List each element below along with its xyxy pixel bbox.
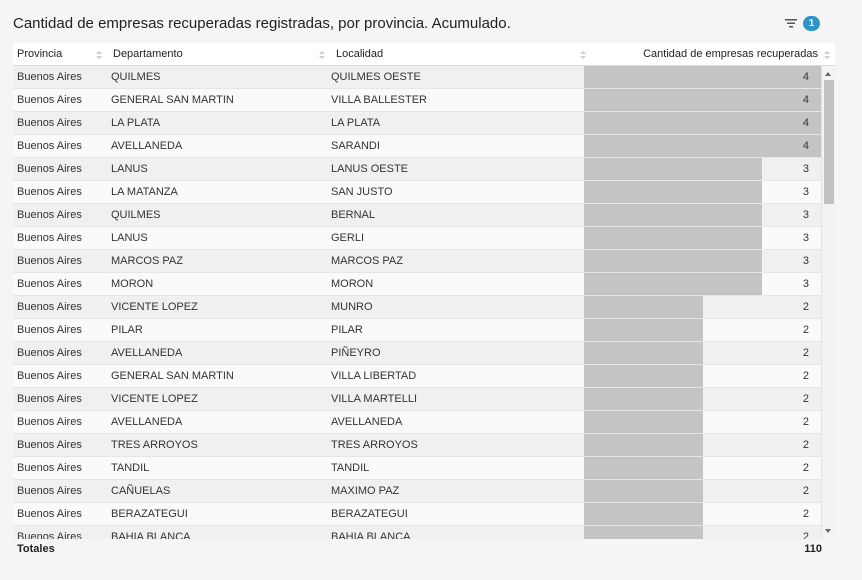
table-row[interactable]	[13, 227, 821, 250]
value-bar	[584, 388, 703, 410]
cell-departamento: TRES ARROYOS	[111, 439, 198, 451]
cell-localidad: GERLI	[331, 232, 365, 244]
cell-localidad: PIÑEYRO	[331, 347, 381, 359]
value-bar	[584, 135, 821, 157]
table-row[interactable]	[13, 503, 821, 526]
cell-cantidad: 2	[802, 347, 809, 359]
cell-departamento: LA PLATA	[111, 117, 161, 129]
table-row[interactable]	[13, 480, 821, 503]
cell-provincia: Buenos Aires	[17, 209, 82, 221]
vertical-scrollbar[interactable]	[821, 66, 835, 539]
value-bar	[584, 250, 762, 272]
cell-cantidad: 3	[802, 232, 809, 244]
cell-localidad: VILLA MARTELLI	[331, 393, 418, 405]
cell-localidad: BERNAL	[331, 209, 376, 221]
cell-provincia: Buenos Aires	[17, 278, 82, 290]
table-header	[13, 43, 835, 66]
column-header-provincia[interactable]: Provincia	[17, 48, 63, 60]
cell-cantidad: 2	[802, 508, 809, 520]
table-row[interactable]	[13, 181, 821, 204]
cell-localidad: TANDIL	[331, 462, 370, 474]
value-bar	[584, 181, 762, 203]
table-row[interactable]	[13, 204, 821, 227]
cell-cantidad: 2	[802, 324, 809, 336]
table-row[interactable]	[13, 135, 821, 158]
cell-provincia: Buenos Aires	[17, 255, 82, 267]
value-bar	[584, 526, 703, 539]
table-rows	[13, 66, 821, 539]
value-bar	[584, 112, 821, 134]
cell-departamento: MORON	[111, 278, 154, 290]
cell-departamento: VICENTE LOPEZ	[111, 393, 198, 405]
cell-cantidad: 2	[802, 439, 809, 451]
value-bar	[584, 66, 821, 88]
cell-departamento: GENERAL SAN MARTIN	[111, 370, 234, 382]
table-row[interactable]	[13, 526, 821, 539]
cell-localidad: MORON	[331, 278, 374, 290]
cell-localidad: MAXIMO PAZ	[331, 485, 400, 497]
cell-localidad: SAN JUSTO	[331, 186, 393, 198]
cell-cantidad: 3	[802, 186, 809, 198]
table-row[interactable]	[13, 89, 821, 112]
value-bar	[584, 204, 762, 226]
cell-cantidad: 4	[802, 140, 809, 152]
cell-cantidad: 3	[802, 255, 809, 267]
cell-departamento: BAHIA BLANCA	[111, 531, 191, 539]
value-bar	[584, 457, 703, 479]
cell-provincia: Buenos Aires	[17, 163, 82, 175]
table-row[interactable]	[13, 411, 821, 434]
cell-provincia: Buenos Aires	[17, 324, 82, 336]
cell-localidad: VILLA BALLESTER	[331, 94, 427, 106]
cell-departamento: BERAZATEGUI	[111, 508, 188, 520]
cell-departamento: AVELLANEDA	[111, 347, 183, 359]
cell-localidad: VILLA LIBERTAD	[331, 370, 417, 382]
table-body	[13, 66, 835, 539]
value-bar	[584, 227, 762, 249]
value-bar	[584, 296, 703, 318]
cell-provincia: Buenos Aires	[17, 531, 82, 539]
cell-departamento: VICENTE LOPEZ	[111, 301, 198, 313]
cell-provincia: Buenos Aires	[17, 416, 82, 428]
column-header-localidad[interactable]: Localidad	[336, 48, 384, 60]
table-row[interactable]	[13, 365, 821, 388]
cell-cantidad: 2	[802, 393, 809, 405]
table-row[interactable]	[13, 457, 821, 480]
table-row[interactable]	[13, 112, 821, 135]
cell-cantidad: 2	[802, 301, 809, 313]
totals-value: 110	[804, 543, 822, 555]
cell-localidad: MUNRO	[331, 301, 373, 313]
cell-departamento: MARCOS PAZ	[111, 255, 183, 267]
cell-localidad: QUILMES OESTE	[331, 71, 421, 83]
cell-cantidad: 4	[802, 71, 809, 83]
scroll-down-arrow-icon[interactable]	[825, 529, 831, 533]
cell-departamento: PILAR	[111, 324, 143, 336]
cell-cantidad: 3	[802, 209, 809, 221]
table-row[interactable]	[13, 342, 821, 365]
cell-departamento: AVELLANEDA	[111, 140, 183, 152]
totals-label: Totales	[17, 543, 55, 555]
scrollbar-thumb[interactable]	[824, 80, 834, 204]
panel-title: Cantidad de empresas recuperadas registradas, por provincia. Acumulado.	[13, 15, 511, 32]
cell-cantidad: 2	[802, 485, 809, 497]
table-row[interactable]	[13, 319, 821, 342]
totals-row	[13, 539, 835, 562]
cell-cantidad: 2	[802, 531, 809, 539]
cell-departamento: LA MATANZA	[111, 186, 178, 198]
value-bar	[584, 273, 762, 295]
cell-localidad: BAHIA BLANCA	[331, 531, 411, 539]
cell-provincia: Buenos Aires	[17, 140, 82, 152]
value-bar	[584, 503, 703, 525]
table-row[interactable]	[13, 434, 821, 457]
cell-localidad: BERAZATEGUI	[331, 508, 408, 520]
table-row[interactable]	[13, 158, 821, 181]
cell-departamento: AVELLANEDA	[111, 416, 183, 428]
cell-provincia: Buenos Aires	[17, 94, 82, 106]
sort-departamento-icon[interactable]	[318, 43, 326, 66]
cell-cantidad: 4	[802, 94, 809, 106]
cell-provincia: Buenos Aires	[17, 439, 82, 451]
cell-provincia: Buenos Aires	[17, 462, 82, 474]
table-row[interactable]	[13, 250, 821, 273]
sort-provincia-icon[interactable]	[95, 43, 103, 66]
cell-provincia: Buenos Aires	[17, 347, 82, 359]
table-row[interactable]	[13, 273, 821, 296]
cell-cantidad: 3	[802, 163, 809, 175]
cell-localidad: TRES ARROYOS	[331, 439, 418, 451]
cell-localidad: SARANDI	[331, 140, 380, 152]
cell-provincia: Buenos Aires	[17, 117, 82, 129]
filter-icon[interactable]	[784, 16, 798, 30]
cell-departamento: LANUS	[111, 163, 148, 175]
cell-provincia: Buenos Aires	[17, 71, 82, 83]
cell-departamento: CAÑUELAS	[111, 485, 171, 497]
cell-departamento: QUILMES	[111, 71, 161, 83]
cell-provincia: Buenos Aires	[17, 301, 82, 313]
cell-localidad: MARCOS PAZ	[331, 255, 403, 267]
cell-departamento: LANUS	[111, 232, 148, 244]
cell-provincia: Buenos Aires	[17, 370, 82, 382]
cell-cantidad: 3	[802, 278, 809, 290]
sort-cantidad-icon[interactable]	[823, 43, 831, 66]
cell-provincia: Buenos Aires	[17, 232, 82, 244]
table-row[interactable]	[13, 66, 821, 89]
cell-departamento: QUILMES	[111, 209, 161, 221]
cell-localidad: LANUS OESTE	[331, 163, 409, 175]
cell-departamento: TANDIL	[111, 462, 150, 474]
column-header-departamento[interactable]: Departamento	[113, 48, 183, 60]
cell-localidad: AVELLANEDA	[331, 416, 403, 428]
value-bar	[584, 434, 703, 456]
cell-provincia: Buenos Aires	[17, 485, 82, 497]
table-row[interactable]	[13, 296, 821, 319]
cell-localidad: PILAR	[331, 324, 363, 336]
cell-provincia: Buenos Aires	[17, 393, 82, 405]
cell-cantidad: 2	[802, 370, 809, 382]
filter-count-badge[interactable]: 1	[803, 16, 820, 31]
cell-provincia: Buenos Aires	[17, 186, 82, 198]
cell-cantidad: 2	[802, 416, 809, 428]
column-header-cantidad[interactable]: Cantidad de empresas recuperadas	[643, 48, 818, 60]
value-bar	[584, 342, 703, 364]
data-table	[13, 43, 835, 562]
scroll-up-arrow-icon[interactable]	[825, 72, 831, 76]
cell-provincia: Buenos Aires	[17, 508, 82, 520]
cell-cantidad: 2	[802, 462, 809, 474]
sort-localidad-icon[interactable]	[579, 43, 587, 66]
cell-cantidad: 4	[802, 117, 809, 129]
value-bar	[584, 89, 821, 111]
value-bar	[584, 158, 762, 180]
value-bar	[584, 411, 703, 433]
cell-departamento: GENERAL SAN MARTIN	[111, 94, 234, 106]
value-bar	[584, 365, 703, 387]
value-bar	[584, 480, 703, 502]
table-row[interactable]	[13, 388, 821, 411]
cell-localidad: LA PLATA	[331, 117, 381, 129]
value-bar	[584, 319, 703, 341]
